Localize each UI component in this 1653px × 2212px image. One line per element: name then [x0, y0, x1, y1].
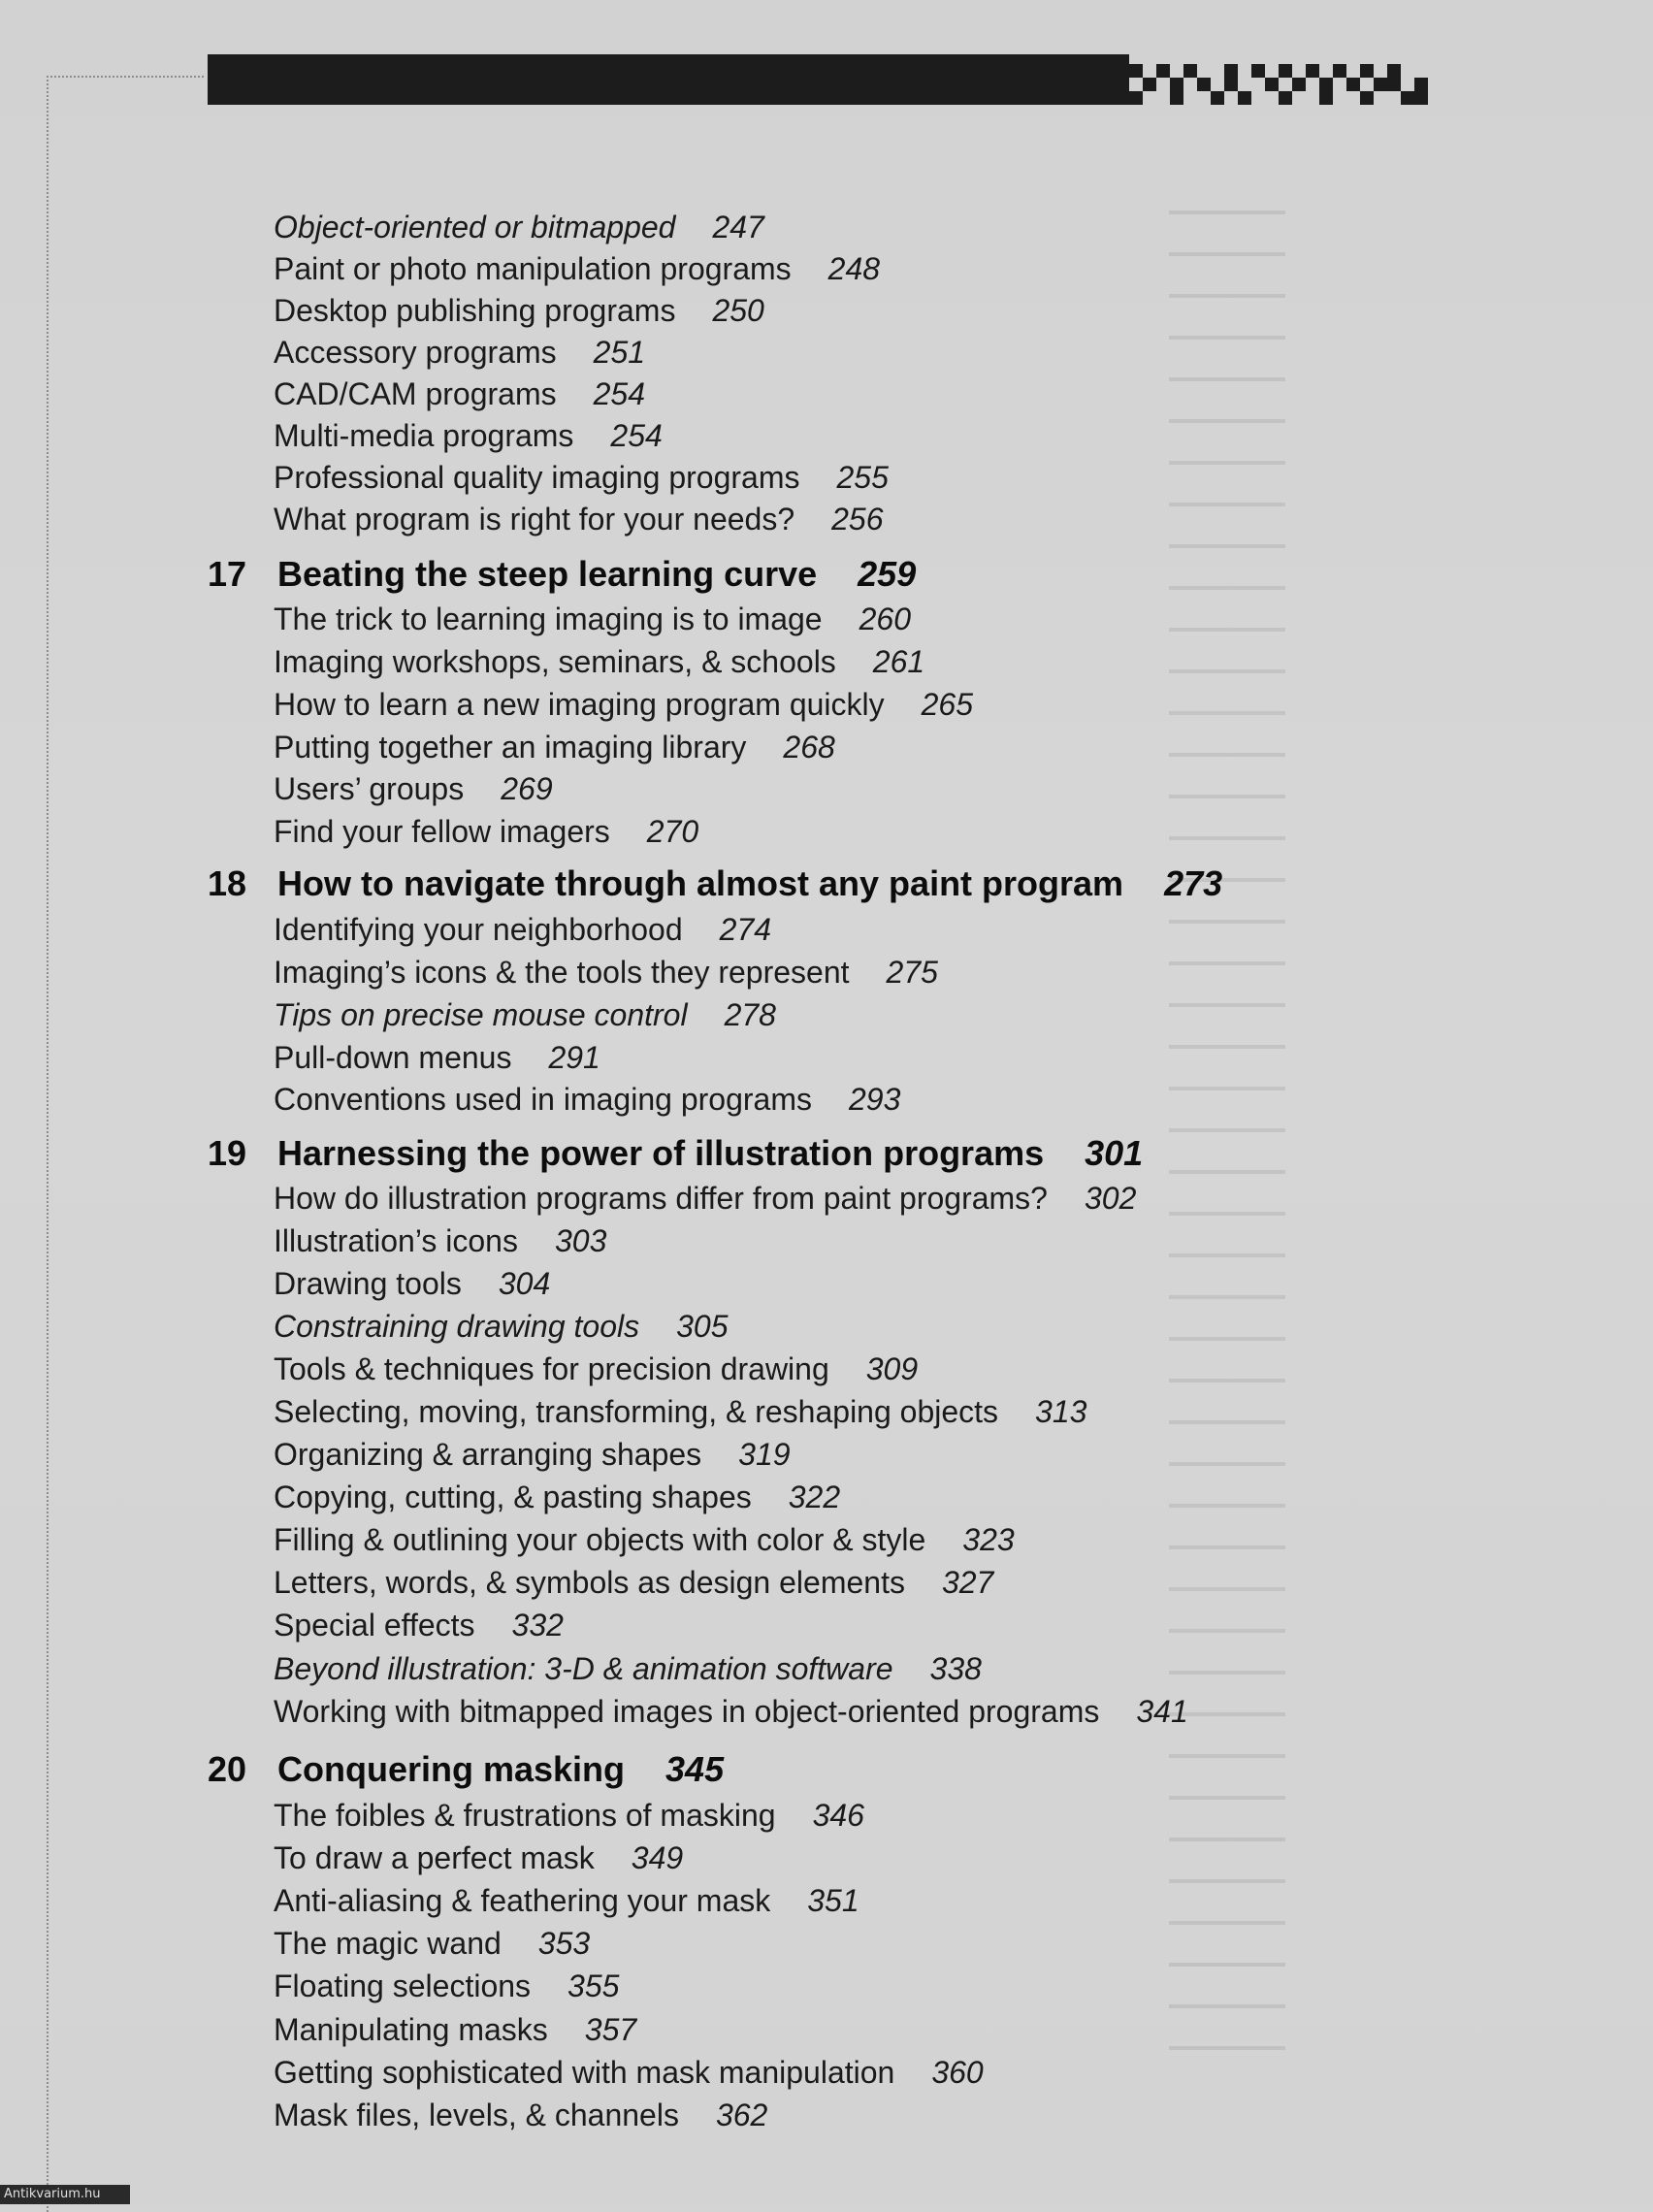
toc-entry: [274, 1796, 864, 1835]
entry-title: Floating selections: [274, 1968, 532, 2003]
entry-page: 303: [554, 1223, 607, 1258]
entry-page: 275: [886, 955, 938, 990]
toc-entry: [274, 953, 938, 992]
entry-page: 357: [584, 2012, 637, 2047]
entry-page: 362: [715, 2098, 768, 2132]
entry-title: Accessory programs: [274, 335, 557, 370]
entry-title: Users’ groups: [274, 771, 465, 806]
entry-page: 304: [498, 1266, 551, 1301]
toc-entry: [274, 500, 884, 538]
chapter-page: 345: [665, 1749, 725, 1789]
toc-entry: [274, 685, 973, 724]
toc-entry: [274, 1838, 683, 1877]
entry-title: Constraining drawing tools: [274, 1309, 640, 1344]
entry-title: Desktop publishing programs: [274, 293, 676, 328]
entry-title: Organizing & arranging shapes: [274, 1437, 702, 1472]
entry-title: Selecting, moving, transforming, & reshaping objects: [274, 1394, 999, 1429]
entry-title: Find your fellow imagers: [274, 814, 610, 849]
entry-title: Special effects: [274, 1608, 475, 1643]
entry-page: 305: [676, 1309, 729, 1344]
toc-entry: [274, 600, 911, 638]
entry-page: 265: [921, 687, 974, 722]
toc-entry: [274, 2010, 636, 2049]
entry-page: 349: [631, 1840, 684, 1875]
entry-page: 355: [567, 1968, 620, 2003]
entry-title: Object-oriented or bitmapped: [274, 210, 676, 244]
toc-entry: [274, 642, 924, 681]
entry-title: Putting together an imaging library: [274, 730, 747, 764]
entry-page: 254: [593, 376, 645, 411]
entry-page: 353: [537, 1926, 591, 1961]
chapter-title: Conquering masking: [277, 1749, 626, 1789]
entry-title: Drawing tools: [274, 1266, 462, 1301]
toc-entry: [274, 333, 645, 372]
toc-entry: [274, 458, 889, 497]
entry-title: Getting sophisticated with mask manipulation: [274, 2055, 895, 2090]
entry-title: Working with bitmapped images in object-oriented programs: [274, 1694, 1100, 1729]
chapter-page: 273: [1164, 863, 1223, 903]
chapter-number: 18: [208, 863, 247, 903]
entry-page: 341: [1136, 1694, 1188, 1729]
entry-title: The magic wand: [274, 1926, 502, 1961]
entry-page: 313: [1035, 1394, 1087, 1429]
toc-entry: [274, 416, 663, 455]
entry-page: 261: [872, 644, 925, 679]
toc-entry: [274, 1649, 982, 1688]
toc-entry: [274, 1924, 590, 1963]
toc-entry: [274, 1392, 1086, 1431]
entry-page: 332: [511, 1608, 564, 1643]
toc-entry: [274, 1563, 993, 1602]
entry-page: 278: [724, 997, 776, 1032]
entry-page: 270: [646, 814, 699, 849]
toc-entry: [274, 1350, 918, 1388]
entry-page: 346: [812, 1798, 864, 1833]
chapter-title: Harnessing the power of illustration programs: [277, 1133, 1045, 1173]
entry-title: Imaging’s icons & the tools they represent: [274, 955, 850, 990]
entry-page: 291: [548, 1040, 600, 1075]
entry-title: Pull-down menus: [274, 1040, 512, 1075]
entry-page: 323: [962, 1522, 1015, 1557]
toc-entry: [274, 1080, 900, 1119]
toc-entry: [274, 2053, 984, 2092]
toc-entry: [274, 812, 698, 851]
entry-title: Illustration’s icons: [274, 1223, 518, 1258]
chapter-heading-17: [208, 553, 916, 596]
toc-entry: [274, 374, 645, 413]
entry-page: 351: [807, 1883, 859, 1918]
toc-entry: [274, 1435, 791, 1474]
entry-page: 319: [738, 1437, 791, 1472]
entry-title: What program is right for your needs?: [274, 502, 795, 537]
chapter-heading-20: [208, 1748, 724, 1791]
entry-title: Beyond illustration: 3-D & animation software: [274, 1651, 893, 1686]
toc-entry: [274, 910, 771, 949]
entry-title: Copying, cutting, & pasting shapes: [274, 1480, 752, 1514]
entry-page: 322: [788, 1480, 841, 1514]
entry-title: Paint or photo manipulation programs: [274, 251, 792, 286]
entry-page: 327: [941, 1565, 994, 1600]
toc-entry: [274, 1606, 564, 1644]
entry-page: 250: [712, 293, 764, 328]
chapter-page: 301: [1085, 1133, 1144, 1173]
toc-entry: [274, 1038, 600, 1077]
chapter-number: 20: [208, 1749, 247, 1789]
toc-entry: [274, 2096, 767, 2134]
entry-page: 302: [1084, 1181, 1137, 1216]
chapter-heading-19: [208, 1132, 1143, 1175]
chapter-number: 17: [208, 554, 247, 594]
toc-entry: [274, 1264, 550, 1303]
entry-title: Manipulating masks: [274, 2012, 548, 2047]
entry-page: 247: [712, 210, 764, 244]
toc-entry: [274, 995, 776, 1034]
toc-entry: [274, 728, 835, 766]
toc-entry: [274, 1692, 1188, 1731]
entry-page: 251: [593, 335, 646, 370]
chapter-heading-18: [208, 862, 1222, 905]
entry-title: Tips on precise mouse control: [274, 997, 688, 1032]
entry-title: Letters, words, & symbols as design elements: [274, 1565, 905, 1600]
entry-title: Identifying your neighborhood: [274, 912, 683, 947]
toc-entry: [274, 769, 553, 808]
entry-title: Imaging workshops, seminars, & schools: [274, 644, 836, 679]
entry-title: Anti-aliasing & feathering your mask: [274, 1883, 771, 1918]
chapter-title: How to navigate through almost any paint program: [277, 863, 1124, 903]
toc-entry: [274, 1520, 1015, 1559]
entry-title: Conventions used in imaging programs: [274, 1082, 812, 1117]
toc-entry: [274, 1307, 728, 1346]
entry-title: Mask files, levels, & channels: [274, 2098, 679, 2132]
toc-entry: [274, 208, 764, 246]
chapter-title: Beating the steep learning curve: [277, 554, 818, 594]
entry-page: 268: [783, 730, 835, 764]
entry-title: Multi-media programs: [274, 418, 574, 453]
entry-page: 254: [610, 418, 663, 453]
entry-page: 338: [929, 1651, 982, 1686]
entry-page: 256: [831, 502, 884, 537]
toc-entry: [274, 1967, 619, 2005]
chapter-number: 19: [208, 1133, 247, 1173]
toc-entry: [274, 1881, 859, 1920]
entry-page: 309: [865, 1351, 919, 1386]
entry-title: To draw a perfect mask: [274, 1840, 595, 1875]
entry-page: 248: [827, 251, 881, 286]
entry-title: Tools & techniques for precision drawing: [274, 1351, 829, 1386]
toc-entry: [274, 1478, 840, 1516]
entry-page: 255: [836, 460, 889, 495]
entry-page: 274: [719, 912, 772, 947]
entry-title: Professional quality imaging programs: [274, 460, 800, 495]
entry-title: The trick to learning imaging is to image: [274, 602, 823, 636]
entry-page: 269: [501, 771, 553, 806]
entry-page: 260: [859, 602, 911, 636]
entry-title: The foibles & frustrations of masking: [274, 1798, 776, 1833]
toc-entry: [274, 291, 764, 330]
toc-entry: [274, 1179, 1136, 1218]
toc-entry: [274, 1221, 606, 1260]
entry-page: 293: [848, 1082, 901, 1117]
entry-title: CAD/CAM programs: [274, 376, 557, 411]
entry-title: How do illustration programs differ from paint programs?: [274, 1181, 1048, 1216]
watermark: Antikvarium.hu: [0, 2185, 130, 2204]
chapter-page: 259: [858, 554, 917, 594]
entry-title: How to learn a new imaging program quickly: [274, 687, 885, 722]
entry-title: Filling & outlining your objects with color & style: [274, 1522, 926, 1557]
entry-page: 360: [931, 2055, 984, 2090]
toc-entry: [274, 249, 880, 288]
